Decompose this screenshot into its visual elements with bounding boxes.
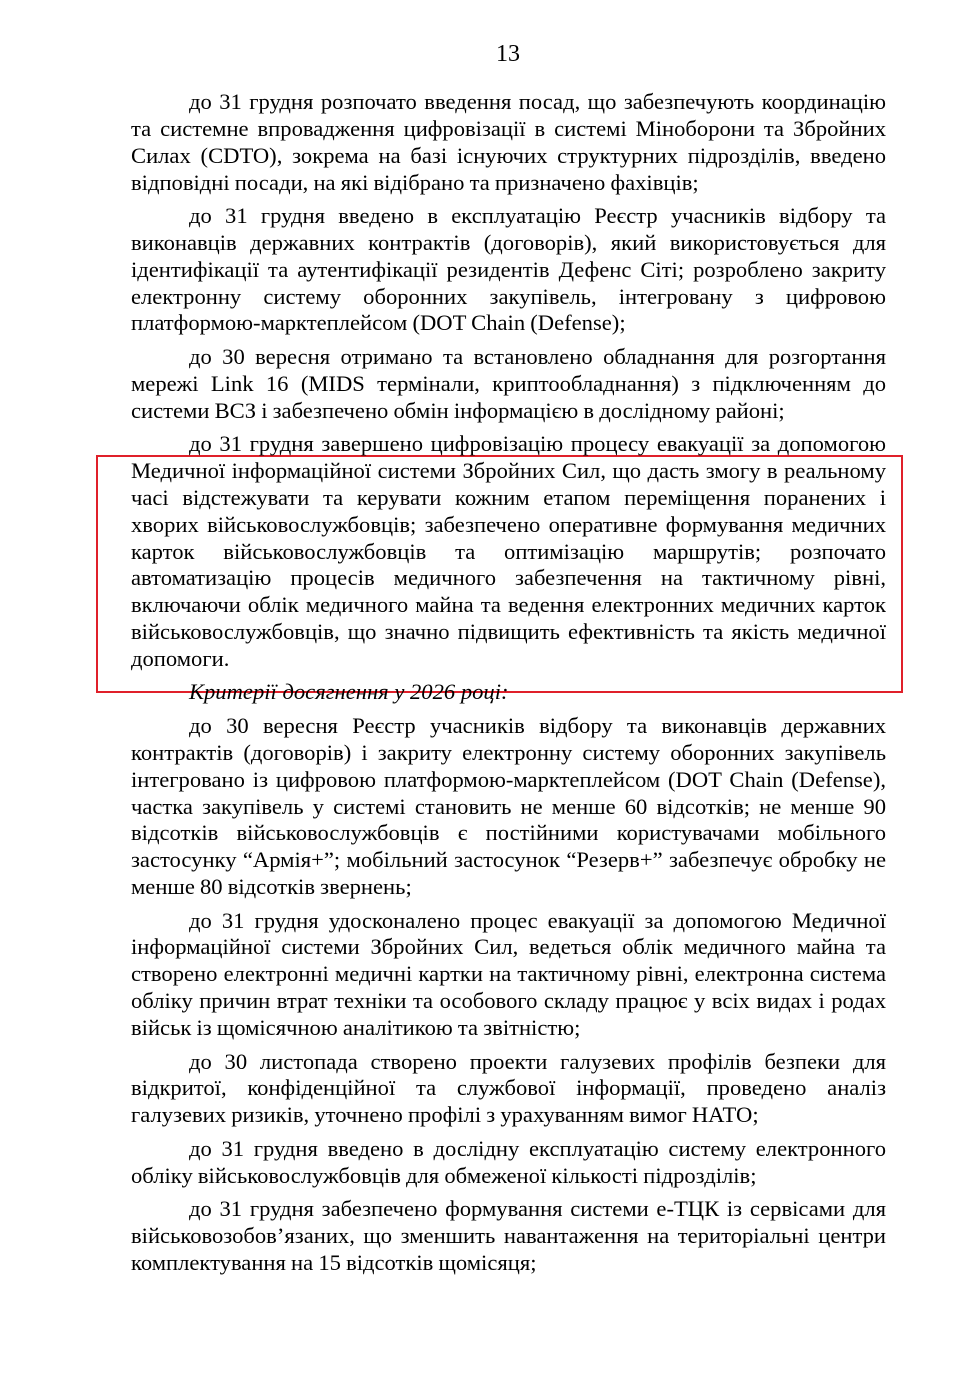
paragraph-registry-integration: до 30 вересня Реєстр учасників відбору та виконавців державних контрактів (договорів) і закриту електронну систему оборонних закупівель інтегровано із цифровою платформою-марктеплейсом (DOT Chain (Defense), частка закупівель у системі становить не менше 60 відсотків; не менше 90 відсотків військовослужбовців є постійними користувачами мобільного застосунку “Армія+”; мобільний застосунок “Резерв+” забезпечує обробку не менше 80 відсотків звернень; bbox=[131, 713, 886, 900]
paragraph-electronic-records: до 31 грудня введено в дослідну експлуатацію систему електронного обліку військовослужбовців для обмеженої кількості підрозділів; bbox=[131, 1135, 886, 1188]
document-body bbox=[131, 89, 886, 1283]
paragraph-e-tck-system: до 31 грудня забезпечено формування системи е-ТЦК із сервісами для військовозобов’язаних, що зменшить навантаження на територіальні центри комплектування на 15 відсотків щомісяця; bbox=[131, 1196, 886, 1275]
criteria-heading: Критерії досягнення у 2026 році: bbox=[189, 679, 509, 705]
paragraph-cdto-positions: до 31 грудня розпочато введення посад, що забезпечують координацію та системне впровадження цифровізації в системі Міноборони та Збройних Силах (CDTO), зокрема на базі існуючих структурних підрозділів, введено відповідні посади, на які відібрано та призначено фахівців; bbox=[131, 89, 886, 195]
paragraph-security-profiles: до 30 листопада створено проекти галузевих профілів безпеки для відкритої, конфіденційної та службової інформації, проведено аналіз галузевих ризиків, уточнено профілі з урахуванням вимог НАТО; bbox=[131, 1048, 886, 1128]
paragraph-evacuation-improvement: до 31 грудня удосконалено процес евакуації за допомогою Медичної інформаційної системи Збройних Сил, ведеться облік медичного майна та створено електронні медичні картки на тактичному рівні, електронна система обліку причин втрат техніки та особового складу працює у всіх видах і родах військ із щомісячною аналітикою та звітністю; bbox=[131, 907, 886, 1040]
paragraph-medical-evacuation-highlighted: до 31 грудня завершено цифровізацію процесу евакуації за допомогою Медичної інформаційної системи Збройних Сил, що дасть змогу в реальному часі відстежувати та керувати кожним етапом переміщення поранених і хворих військовослужбовців; забезпечено оперативне формування медичних карток військовослужбовців та оптимізацію маршрутів; розпочато автоматизацію процесів медичного забезпечення на тактичному рівні, включаючи облік медичного майна та ведення електронних медичних карток військовослужбовців, що значно підвищить ефективність та якість медичної допомоги. bbox=[131, 431, 886, 671]
paragraph-contractors-registry: до 31 грудня введено в експлуатацію Реєстр учасників відбору та виконавців державних контрактів (договорів), який використовується для ідентифікації та аутентифікації резидентів Дефенс Сіті; розроблено закриту електронну систему оборонних закупівель, інтегровану з цифровою платформою-марктеплейсом (DOT Chain (Defense); bbox=[131, 203, 886, 336]
page-number: 13 bbox=[496, 41, 520, 67]
paragraph-link16-network: до 30 вересня отримано та встановлено обладнання для розгортання мережі Link 16 (MIDS термінали, криптообладнання) з підключенням до системи ВСЗ і забезпечено обмін інформацією в дослідному районі; bbox=[131, 343, 886, 423]
